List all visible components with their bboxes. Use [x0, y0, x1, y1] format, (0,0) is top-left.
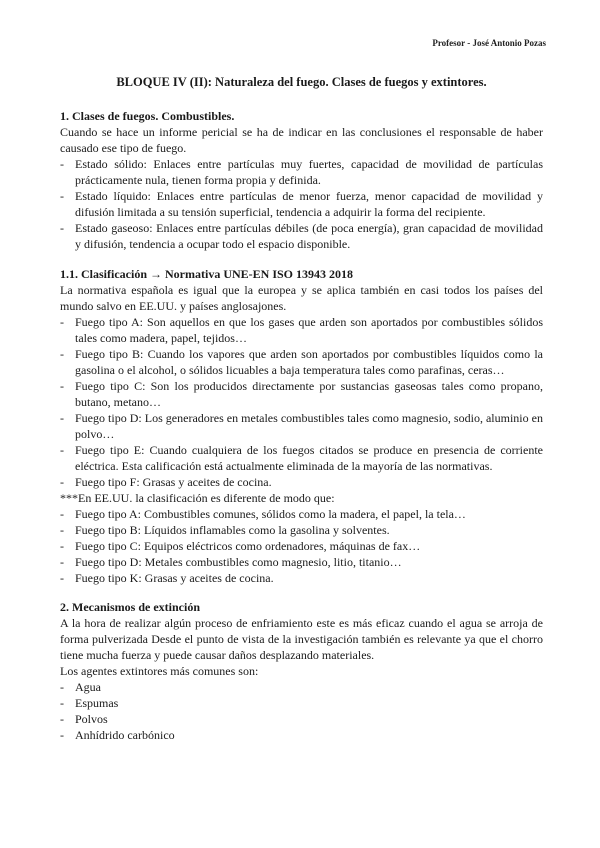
- extinguishing-agents-list: [60, 679, 543, 743]
- list-item: - Fuego tipo A: Combustibles comunes, sólidos como la madera, el papel, la tela…: [60, 506, 543, 522]
- list-item: - Agua: [60, 679, 543, 695]
- section-1-1-intro: La normativa española es igual que la europea y se aplica también en casi todos los países del mundo salvo en EE.UU. y países anglosajones.: [60, 283, 543, 313]
- list-item: - Polvos: [60, 711, 543, 727]
- section-1-1-heading: 1.1. Clasificación → Normativa UNE-EN ISO 13943 2018: [60, 267, 353, 281]
- states-list: [60, 156, 543, 252]
- list-item: - Anhídrido carbónico: [60, 727, 543, 743]
- list-item: - Estado sólido: Enlaces entre partículas muy fuertes, capacidad de movilidad de partículas prácticamente nula, tienen forma propia y definida.: [60, 156, 543, 188]
- header-author: Profesor - José Antonio Pozas: [432, 38, 546, 48]
- list-item: - Estado líquido: Enlaces entre partículas de menor fuerza, menor capacidad de movilidad y difusión limitada a su tensión superficial, tendencia a adquirir la forma del recipiente.: [60, 188, 543, 220]
- list-item: - Fuego tipo D: Metales combustibles como magnesio, litio, titanio…: [60, 554, 543, 570]
- section-2-intro: A la hora de realizar algún proceso de enfriamiento este es más eficaz cuando el agua se arroja de forma pulverizada Desde el punto de vista de la investigación también es relevante ya que el chorro tiene mucha fuerza y puede causar daños desplazando materiales.: [60, 616, 543, 662]
- section-2-heading: 2. Mecanismos de extinción: [60, 600, 200, 614]
- list-item: - Fuego tipo D: Los generadores en metales combustibles tales como magnesio, sodio, aluminio en polvo…: [60, 410, 543, 442]
- document-title: BLOQUE IV (II): Naturaleza del fuego. Clases de fuegos y extintores.: [116, 75, 487, 89]
- fire-types-list: [60, 314, 543, 490]
- list-item: - Fuego tipo F: Grasas y aceites de cocina.: [60, 474, 543, 490]
- section-1-heading: 1. Clases de fuegos. Combustibles.: [60, 109, 235, 123]
- section-1-intro: Cuando se hace un informe pericial se ha de indicar en las conclusiones el responsable de haber causado ese tipo de fuego.: [60, 125, 543, 155]
- document-body: [60, 74, 543, 743]
- usa-fire-types-list: [60, 506, 543, 586]
- list-item: - Estado gaseoso: Enlaces entre partículas débiles (de poca energía), gran capacidad de movilidad y difusión, tendencia a ocupar todo el espacio disponible.: [60, 220, 543, 252]
- list-item: - Fuego tipo B: Cuando los vapores que arden son aportados por combustibles líquidos como la gasolina o el alcohol, o sólidos licuables a baja temperatura tales como parafinas, ceras…: [60, 346, 543, 378]
- usa-classification-intro: ***En EE.UU. la clasificación es diferente de modo que:: [60, 491, 335, 505]
- agents-intro: Los agentes extintores más comunes son:: [60, 664, 259, 678]
- list-item: - Fuego tipo A: Son aquellos en que los gases que arden son aportados por combustibles sólidos tales como madera, papel, tejidos…: [60, 314, 543, 346]
- list-item: - Espumas: [60, 695, 543, 711]
- list-item: - Fuego tipo C: Equipos eléctricos como ordenadores, máquinas de fax…: [60, 538, 543, 554]
- list-item: - Fuego tipo E: Cuando cualquiera de los fuegos citados se produce en presencia de corriente eléctrica. Esta calificación está actualmente eliminada de la mayoría de las normativas.: [60, 442, 543, 474]
- list-item: - Fuego tipo B: Líquidos inflamables como la gasolina y solventes.: [60, 522, 543, 538]
- list-item: - Fuego tipo K: Grasas y aceites de cocina.: [60, 570, 543, 586]
- list-item: - Fuego tipo C: Son los producidos directamente por sustancias gaseosas tales como propano, butano, metano…: [60, 378, 543, 410]
